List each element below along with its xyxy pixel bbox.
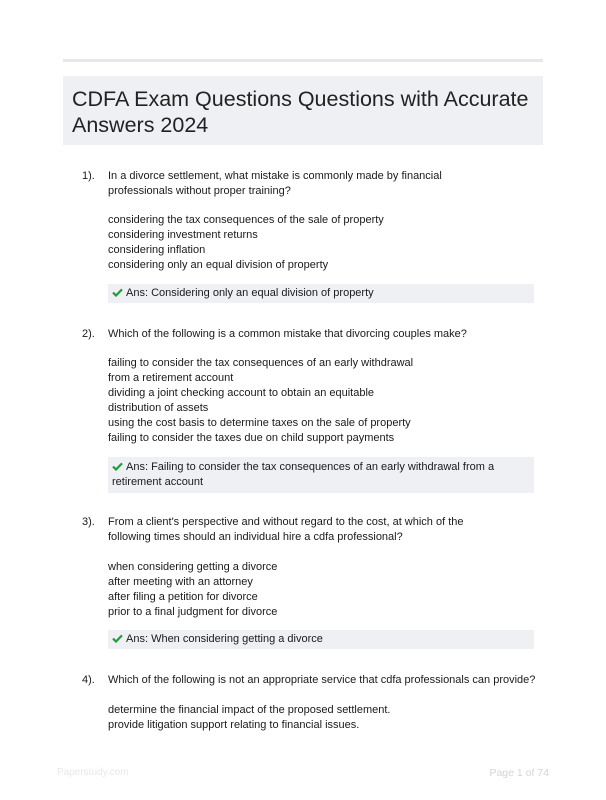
answer-text: Ans: When considering getting a divorce: [126, 633, 323, 645]
page-number: Page 1 of 74: [489, 767, 549, 779]
option-item: from a retirement account: [108, 372, 234, 384]
option-item: considering investment returns: [108, 229, 258, 241]
option-item: considering the tax consequences of the sale of property: [108, 214, 384, 226]
question-text: From a client's perspective and without regard to the cost, at which of the following times should an individual hire a cdfa professional?: [108, 516, 464, 543]
option-item: after filing a petition for divorce: [108, 591, 258, 603]
option-list: [108, 356, 528, 446]
question-text: Which of the following is a common mistake that divorcing couples make?: [108, 328, 467, 340]
option-list: [108, 213, 528, 273]
option-item: using the cost basis to determine taxes on the sale of property: [108, 417, 411, 429]
option-item: failing to consider the taxes due on child support payments: [108, 432, 395, 444]
option-item: dividing a joint checking account to obtain an equitable: [108, 387, 375, 399]
top-divider: [63, 59, 543, 62]
answer-text: Ans: Considering only an equal division of property: [126, 287, 374, 299]
option-item: prior to a final judgment for divorce: [108, 606, 278, 618]
answer-box: [108, 457, 534, 493]
option-item: considering inflation: [108, 244, 206, 256]
answer-box: [108, 630, 534, 649]
option-item: when considering getting a divorce: [108, 561, 278, 573]
question-number: 4).: [82, 674, 95, 686]
check-icon: [112, 288, 123, 297]
option-item: considering only an equal division of property: [108, 259, 329, 271]
option-list: [108, 560, 528, 620]
option-item: after meeting with an attorney: [108, 576, 253, 588]
answer-text: Ans: Failing to consider the tax consequences of an early withdrawal from a retirement account: [112, 461, 495, 488]
check-icon: [112, 634, 123, 643]
question-number: 1).: [82, 170, 95, 182]
answer-box: [108, 284, 534, 303]
title-banner: [63, 76, 543, 145]
question-number: 2).: [82, 328, 95, 340]
question-text: Which of the following is not an appropriate service that cdfa professionals can provide?: [108, 674, 536, 686]
question-number: 3).: [82, 516, 95, 528]
option-item: failing to consider the tax consequences of an early withdrawal: [108, 357, 414, 369]
option-list: [108, 703, 528, 733]
option-item: provide litigation support relating to financial issues.: [108, 719, 360, 731]
option-item: determine the financial impact of the proposed settlement.: [108, 704, 391, 716]
question-text: In a divorce settlement, what mistake is commonly made by financial professionals without proper training?: [108, 170, 442, 197]
check-icon: [112, 462, 123, 471]
footer-watermark: Paperstudy.com: [57, 767, 129, 778]
option-item: distribution of assets: [108, 402, 209, 414]
page-title: CDFA Exam Questions Questions with Accurate Answers 2024: [72, 87, 529, 137]
